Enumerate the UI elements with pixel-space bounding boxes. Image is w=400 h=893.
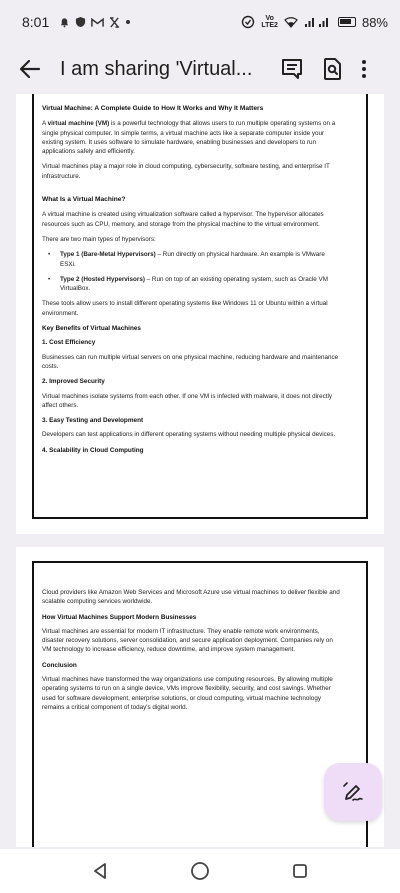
paragraph: Virtual machines are essential for modern IT infrastructure. They enable remote work environments, disaster recovery solutions, server consolidation, and secure application deployment. Companies rely on VM technology to increase efficiency, reduce downtime, and improve system management. — [42, 627, 333, 654]
nav-back-button[interactable] — [80, 851, 120, 891]
section-heading: How Virtual Machines Support Modern Businesses — [42, 613, 197, 621]
subsection-heading: 1. Cost Efficiency — [42, 339, 96, 347]
nav-recents-button[interactable] — [280, 851, 320, 891]
intro-paragraph-2: Virtual machines play a major role in cloud computing, cybersecurity, software testing, and enterprise IT infrastructure. — [42, 163, 330, 180]
nav-home-icon — [190, 861, 210, 881]
nav-recents-icon — [292, 863, 308, 879]
list-item-text: – Run directly on physical hardware. An example is VMware ESXi. — [60, 251, 325, 268]
intro-post: is a powerful technology that allows users to run multiple operating systems on a single physical computer. In simple terms, a virtual machine acts like a separate computer inside your existing system. It uses software to simulate hardware, enabling businesses and developers to run applications safely and efficiently. — [42, 120, 336, 156]
paragraph: Cloud providers like Amazon Web Services and Microsoft Azure use virtual machines to deliver flexible and scalable computing services worldwide. — [42, 589, 340, 606]
subsection-heading: 2. Improved Security — [42, 378, 105, 386]
page-1-content — [42, 104, 342, 460]
paragraph: Virtual machines isolate systems from each other. If one VM is infected with malware, it does not directly affect others. — [42, 392, 333, 409]
page-2-content — [42, 588, 342, 718]
more-options-button[interactable] — [354, 49, 374, 89]
list-item-bold: Type 1 (Bare-Metal Hypervisors) — [60, 251, 156, 259]
find-in-document-button[interactable] — [312, 49, 352, 89]
list-item-bold: Type 2 (Hosted Hypervisors) — [60, 275, 145, 283]
lte-text: LTE2 — [261, 22, 278, 29]
app-bar — [0, 44, 400, 94]
subsection-heading: 3. Easy Testing and Development — [42, 417, 144, 425]
gmail-icon — [91, 17, 104, 28]
section-heading: What Is a Virtual Machine? — [42, 196, 126, 204]
intro-bold: virtual machine (VM) — [47, 120, 110, 128]
edit-pen-icon — [341, 780, 365, 804]
list-item-text: – Run on top of an existing operating system, such as Oracle VM VirtualBox. — [60, 275, 328, 293]
system-icons — [241, 15, 388, 30]
edit-fab-button[interactable] — [324, 763, 382, 821]
more-vert-icon-dot — [362, 67, 366, 71]
dot-icon — [125, 19, 131, 25]
more-vert-icon-dot — [362, 74, 366, 78]
wifi-icon — [284, 16, 298, 28]
nav-back-icon — [92, 862, 108, 880]
paragraph: Virtual machines have transformed the way organizations use computing resources. By allowing multiple operating systems to run on a single device, VMs improve flexibility, security, and cost savings. Whether used for software development, enterprise solutions, or cloud computing, virtual machine technology remains a critical component of today's digital world. — [42, 676, 333, 711]
intro-pre: A — [42, 120, 48, 128]
sync-icon — [241, 15, 255, 29]
subsection-heading: 4. Scalability in Cloud Computing — [42, 446, 144, 454]
paragraph: Businesses can run multiple virtual servers on one physical machine, reducing hardware and maintenance costs. — [42, 353, 339, 370]
back-button[interactable] — [10, 49, 50, 89]
x-icon — [109, 17, 120, 28]
alarm-icon — [59, 17, 70, 28]
signal-icon — [304, 16, 332, 28]
list-item — [42, 250, 342, 269]
list-item — [42, 275, 342, 294]
notification-icons — [59, 16, 131, 28]
paragraph: These tools allow users to install different operating systems like Windows 11 or Ubuntu within a virtual environment. — [42, 300, 328, 317]
status-time: 8:01 — [22, 14, 50, 30]
section-heading: Key Benefits of Virtual Machines — [42, 325, 141, 333]
comment-button[interactable] — [272, 49, 312, 89]
intro-paragraph — [42, 119, 342, 156]
back-arrow-icon — [19, 58, 41, 80]
paragraph: There are two main types of hypervisors: — [42, 235, 156, 243]
section-heading: Conclusion — [42, 661, 77, 669]
more-vert-icon — [362, 60, 366, 64]
comment-icon — [280, 57, 304, 81]
hypervisor-list — [42, 250, 342, 293]
shield-icon — [75, 16, 86, 28]
status-bar — [0, 0, 400, 44]
doc-search-icon — [320, 57, 344, 81]
paragraph: Developers can test applications in different operating systems without needing multiple physical devices. — [42, 431, 336, 439]
battery-icon — [338, 17, 356, 27]
battery-percent: 88% — [361, 14, 388, 30]
document-title: I am sharing 'Virtual... — [60, 57, 253, 80]
nav-home-button[interactable] — [180, 851, 220, 891]
document-heading: Virtual Machine: A Complete Guide to How It Works and Why It Matters — [42, 105, 264, 112]
paragraph: A virtual machine is created using virtualization software called a hypervisor. The hypervisor allocates resources such as CPU, memory, and storage from the physical machine to the virtual environment. — [42, 211, 324, 228]
system-nav-bar — [0, 849, 400, 893]
volte-text: Vo — [265, 15, 274, 22]
volte-indicator — [261, 15, 278, 29]
